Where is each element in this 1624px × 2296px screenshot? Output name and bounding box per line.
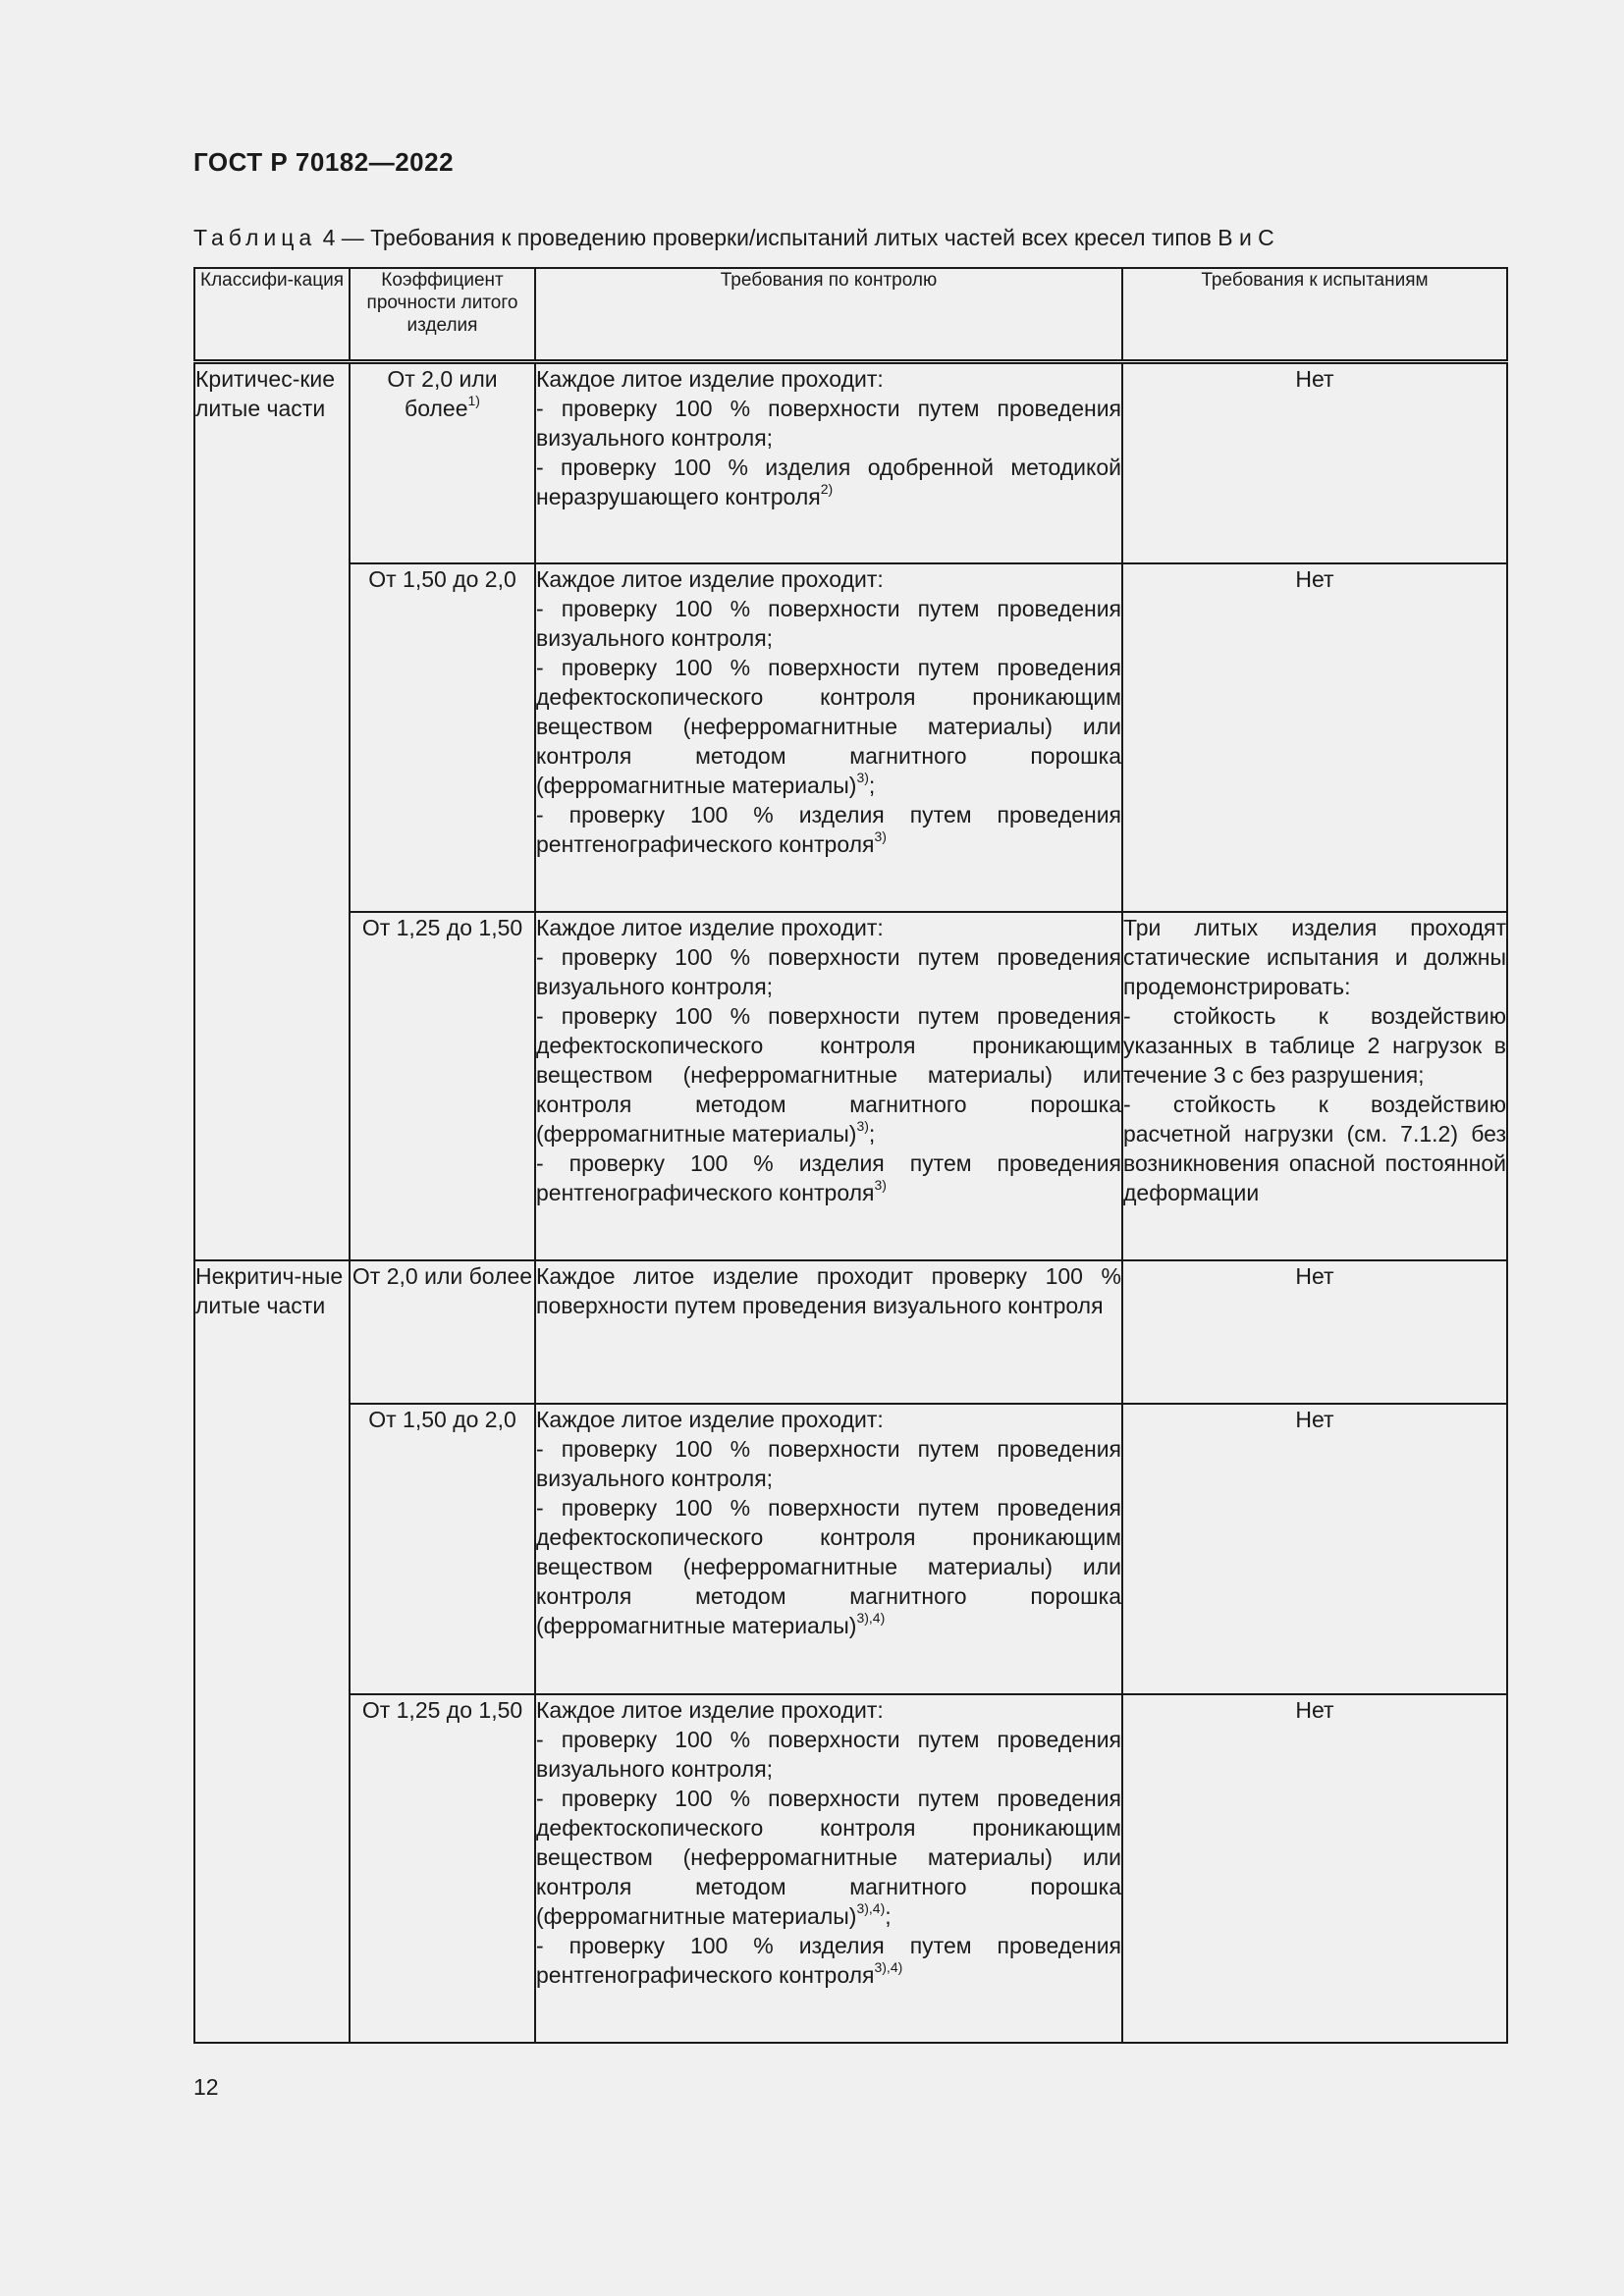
header-control: Требования по контролю bbox=[535, 268, 1122, 362]
control-item-text: - проверку 100 % поверхности путем проведения дефектоскопического контроля проникающим веществом (неферромагнитные материалы) или контроля методом магнитного порошка (ферромагнитные материалы) bbox=[536, 654, 1121, 798]
footnote-ref: 2) bbox=[820, 481, 834, 498]
header-classification: Классифи-кация bbox=[194, 268, 350, 362]
control-item-text: - проверку 100 % поверхности путем проведения визуального контроля; bbox=[536, 943, 1121, 999]
testing-requirements-cell bbox=[1122, 1694, 1507, 2043]
table-row bbox=[194, 1694, 1507, 2043]
control-item-tail: ; bbox=[868, 772, 876, 798]
header-testing: Требования к испытаниям bbox=[1122, 268, 1507, 362]
table-caption-prefix: Таблица bbox=[193, 225, 317, 250]
testing-text: Нет bbox=[1295, 1696, 1334, 1723]
table-row bbox=[194, 1404, 1507, 1694]
testing-requirements-cell bbox=[1122, 1260, 1507, 1404]
coefficient-cell bbox=[350, 1694, 535, 2043]
footnote-ref: 3) bbox=[856, 769, 869, 785]
control-item-tail: ; bbox=[885, 1902, 892, 1929]
testing-text: Три литых изделия проходят статические испытания и должны продемонстрировать: bbox=[1123, 914, 1506, 999]
control-requirements-cell bbox=[535, 1404, 1122, 1694]
control-item bbox=[536, 1725, 1121, 1784]
classification-cell: Критичес-кие литые части bbox=[194, 362, 350, 1260]
coefficient-cell bbox=[350, 362, 535, 563]
footnote-ref: 3) bbox=[856, 1117, 869, 1134]
control-intro: Каждое литое изделие проходит: bbox=[536, 914, 884, 940]
control-item bbox=[536, 1931, 1121, 1990]
control-item bbox=[536, 594, 1121, 653]
document-code: ГОСТ Р 70182—2022 bbox=[193, 147, 455, 177]
control-item bbox=[536, 453, 1121, 511]
control-requirements-cell bbox=[535, 1694, 1122, 2043]
coefficient-text: От 1,50 до 2,0 bbox=[368, 1406, 516, 1432]
control-intro: Каждое литое изделие проходит: bbox=[536, 1406, 884, 1432]
coefficient-text: От 1,25 до 1,50 bbox=[361, 914, 523, 940]
footnote-ref: 3),4) bbox=[856, 1609, 886, 1626]
control-item-text: - проверку 100 % изделия одобренной методикой неразрушающего контроля bbox=[536, 454, 1121, 509]
control-item bbox=[536, 394, 1121, 453]
control-item-text: - проверку 100 % поверхности путем проведения визуального контроля; bbox=[536, 396, 1121, 451]
classification-cell: Некритич-ные литые части bbox=[194, 1260, 350, 2043]
control-intro: Каждое литое изделие проходит: bbox=[536, 366, 884, 392]
control-item bbox=[536, 1001, 1121, 1148]
table-row bbox=[194, 1260, 1507, 1404]
control-item bbox=[536, 653, 1121, 800]
footnote-ref: 3) bbox=[874, 828, 887, 844]
coefficient-cell bbox=[350, 1404, 535, 1694]
control-item-text: - проверку 100 % поверхности путем проведения дефектоскопического контроля проникающим веществом (неферромагнитные материалы) или контроля методом магнитного порошка (ферромагнитные материалы) bbox=[536, 1785, 1121, 1929]
testing-item: - стойкость к воздействию расчетной нагрузки (см. 7.1.2) без возникновения опасной постоянной деформации bbox=[1123, 1091, 1506, 1205]
control-item bbox=[536, 800, 1121, 859]
control-item-text: - проверку 100 % поверхности путем проведения дефектоскопического контроля проникающим веществом (неферромагнитные материалы) или контроля методом магнитного порошка (ферромагнитные материалы) bbox=[536, 1002, 1121, 1147]
table-row bbox=[194, 563, 1507, 912]
testing-requirements-cell bbox=[1122, 1404, 1507, 1694]
control-item-text: - проверку 100 % поверхности путем проведения дефектоскопического контроля проникающим веществом (неферромагнитные материалы) или контроля методом магнитного порошка (ферромагнитные материалы) bbox=[536, 1494, 1121, 1638]
control-item bbox=[536, 1493, 1121, 1640]
control-item-text: - проверку 100 % изделия путем проведения рентгенографического контроля bbox=[536, 1932, 1121, 1988]
control-requirements-cell bbox=[535, 1260, 1122, 1404]
coefficient-cell bbox=[350, 912, 535, 1260]
page-number: 12 bbox=[193, 2074, 219, 2100]
control-item bbox=[536, 1148, 1121, 1207]
table-header-row bbox=[194, 268, 1507, 362]
coefficient-text: От 1,50 до 2,0 bbox=[368, 565, 516, 592]
footnote-ref: 3),4) bbox=[856, 1899, 886, 1916]
table-row bbox=[194, 362, 1507, 563]
coefficient-text: От 1,25 до 1,50 bbox=[361, 1696, 523, 1723]
table-caption-text: 4 — Требования к проведению проверки/испытаний литых частей всех кресел типов В и С bbox=[316, 225, 1274, 250]
footnote-ref: 3) bbox=[874, 1176, 887, 1193]
control-intro: Каждое литое изделие проходит проверку 100 % поверхности путем проведения визуального контроля bbox=[536, 1262, 1121, 1318]
control-item-text: - проверку 100 % поверхности путем проведения визуального контроля; bbox=[536, 1726, 1121, 1782]
coefficient-cell bbox=[350, 563, 535, 912]
header-coefficient: Коэффициент прочности литого изделия bbox=[350, 268, 535, 362]
control-item-text: - проверку 100 % поверхности путем проведения визуального контроля; bbox=[536, 1435, 1121, 1491]
control-item-tail: ; bbox=[868, 1120, 876, 1147]
control-item-text: - проверку 100 % поверхности путем проведения визуального контроля; bbox=[536, 595, 1121, 651]
table-caption bbox=[193, 225, 1274, 251]
control-requirements-cell bbox=[535, 563, 1122, 912]
control-requirements-cell bbox=[535, 912, 1122, 1260]
testing-text: Нет bbox=[1295, 1406, 1334, 1432]
testing-text: Нет bbox=[1295, 366, 1334, 392]
control-item-text: - проверку 100 % изделия путем проведения рентгенографического контроля bbox=[536, 1149, 1121, 1205]
control-item-text: - проверку 100 % изделия путем проведения рентгенографического контроля bbox=[536, 801, 1121, 857]
control-requirements-cell bbox=[535, 362, 1122, 563]
footnote-ref: 3),4) bbox=[874, 1958, 903, 1975]
testing-text: Нет bbox=[1295, 565, 1334, 592]
footnote-ref: 1) bbox=[467, 393, 480, 409]
coefficient-cell bbox=[350, 1260, 535, 1404]
table-body bbox=[194, 362, 1507, 2043]
coefficient-text: От 2,0 или более bbox=[352, 1262, 533, 1289]
requirements-table bbox=[193, 267, 1508, 2044]
testing-text: Нет bbox=[1295, 1262, 1334, 1289]
control-item bbox=[536, 1784, 1121, 1931]
control-item bbox=[536, 942, 1121, 1001]
testing-requirements-cell bbox=[1122, 912, 1507, 1260]
testing-requirements-cell bbox=[1122, 563, 1507, 912]
testing-item: - стойкость к воздействию указанных в таблице 2 нагрузок в течение 3 с без разрушения; bbox=[1123, 1002, 1506, 1088]
control-intro: Каждое литое изделие проходит: bbox=[536, 565, 884, 592]
control-item bbox=[536, 1434, 1121, 1493]
table-row bbox=[194, 912, 1507, 1260]
testing-requirements-cell bbox=[1122, 362, 1507, 563]
coefficient-text: От 2,0 или более bbox=[387, 366, 498, 421]
control-intro: Каждое литое изделие проходит: bbox=[536, 1696, 884, 1723]
